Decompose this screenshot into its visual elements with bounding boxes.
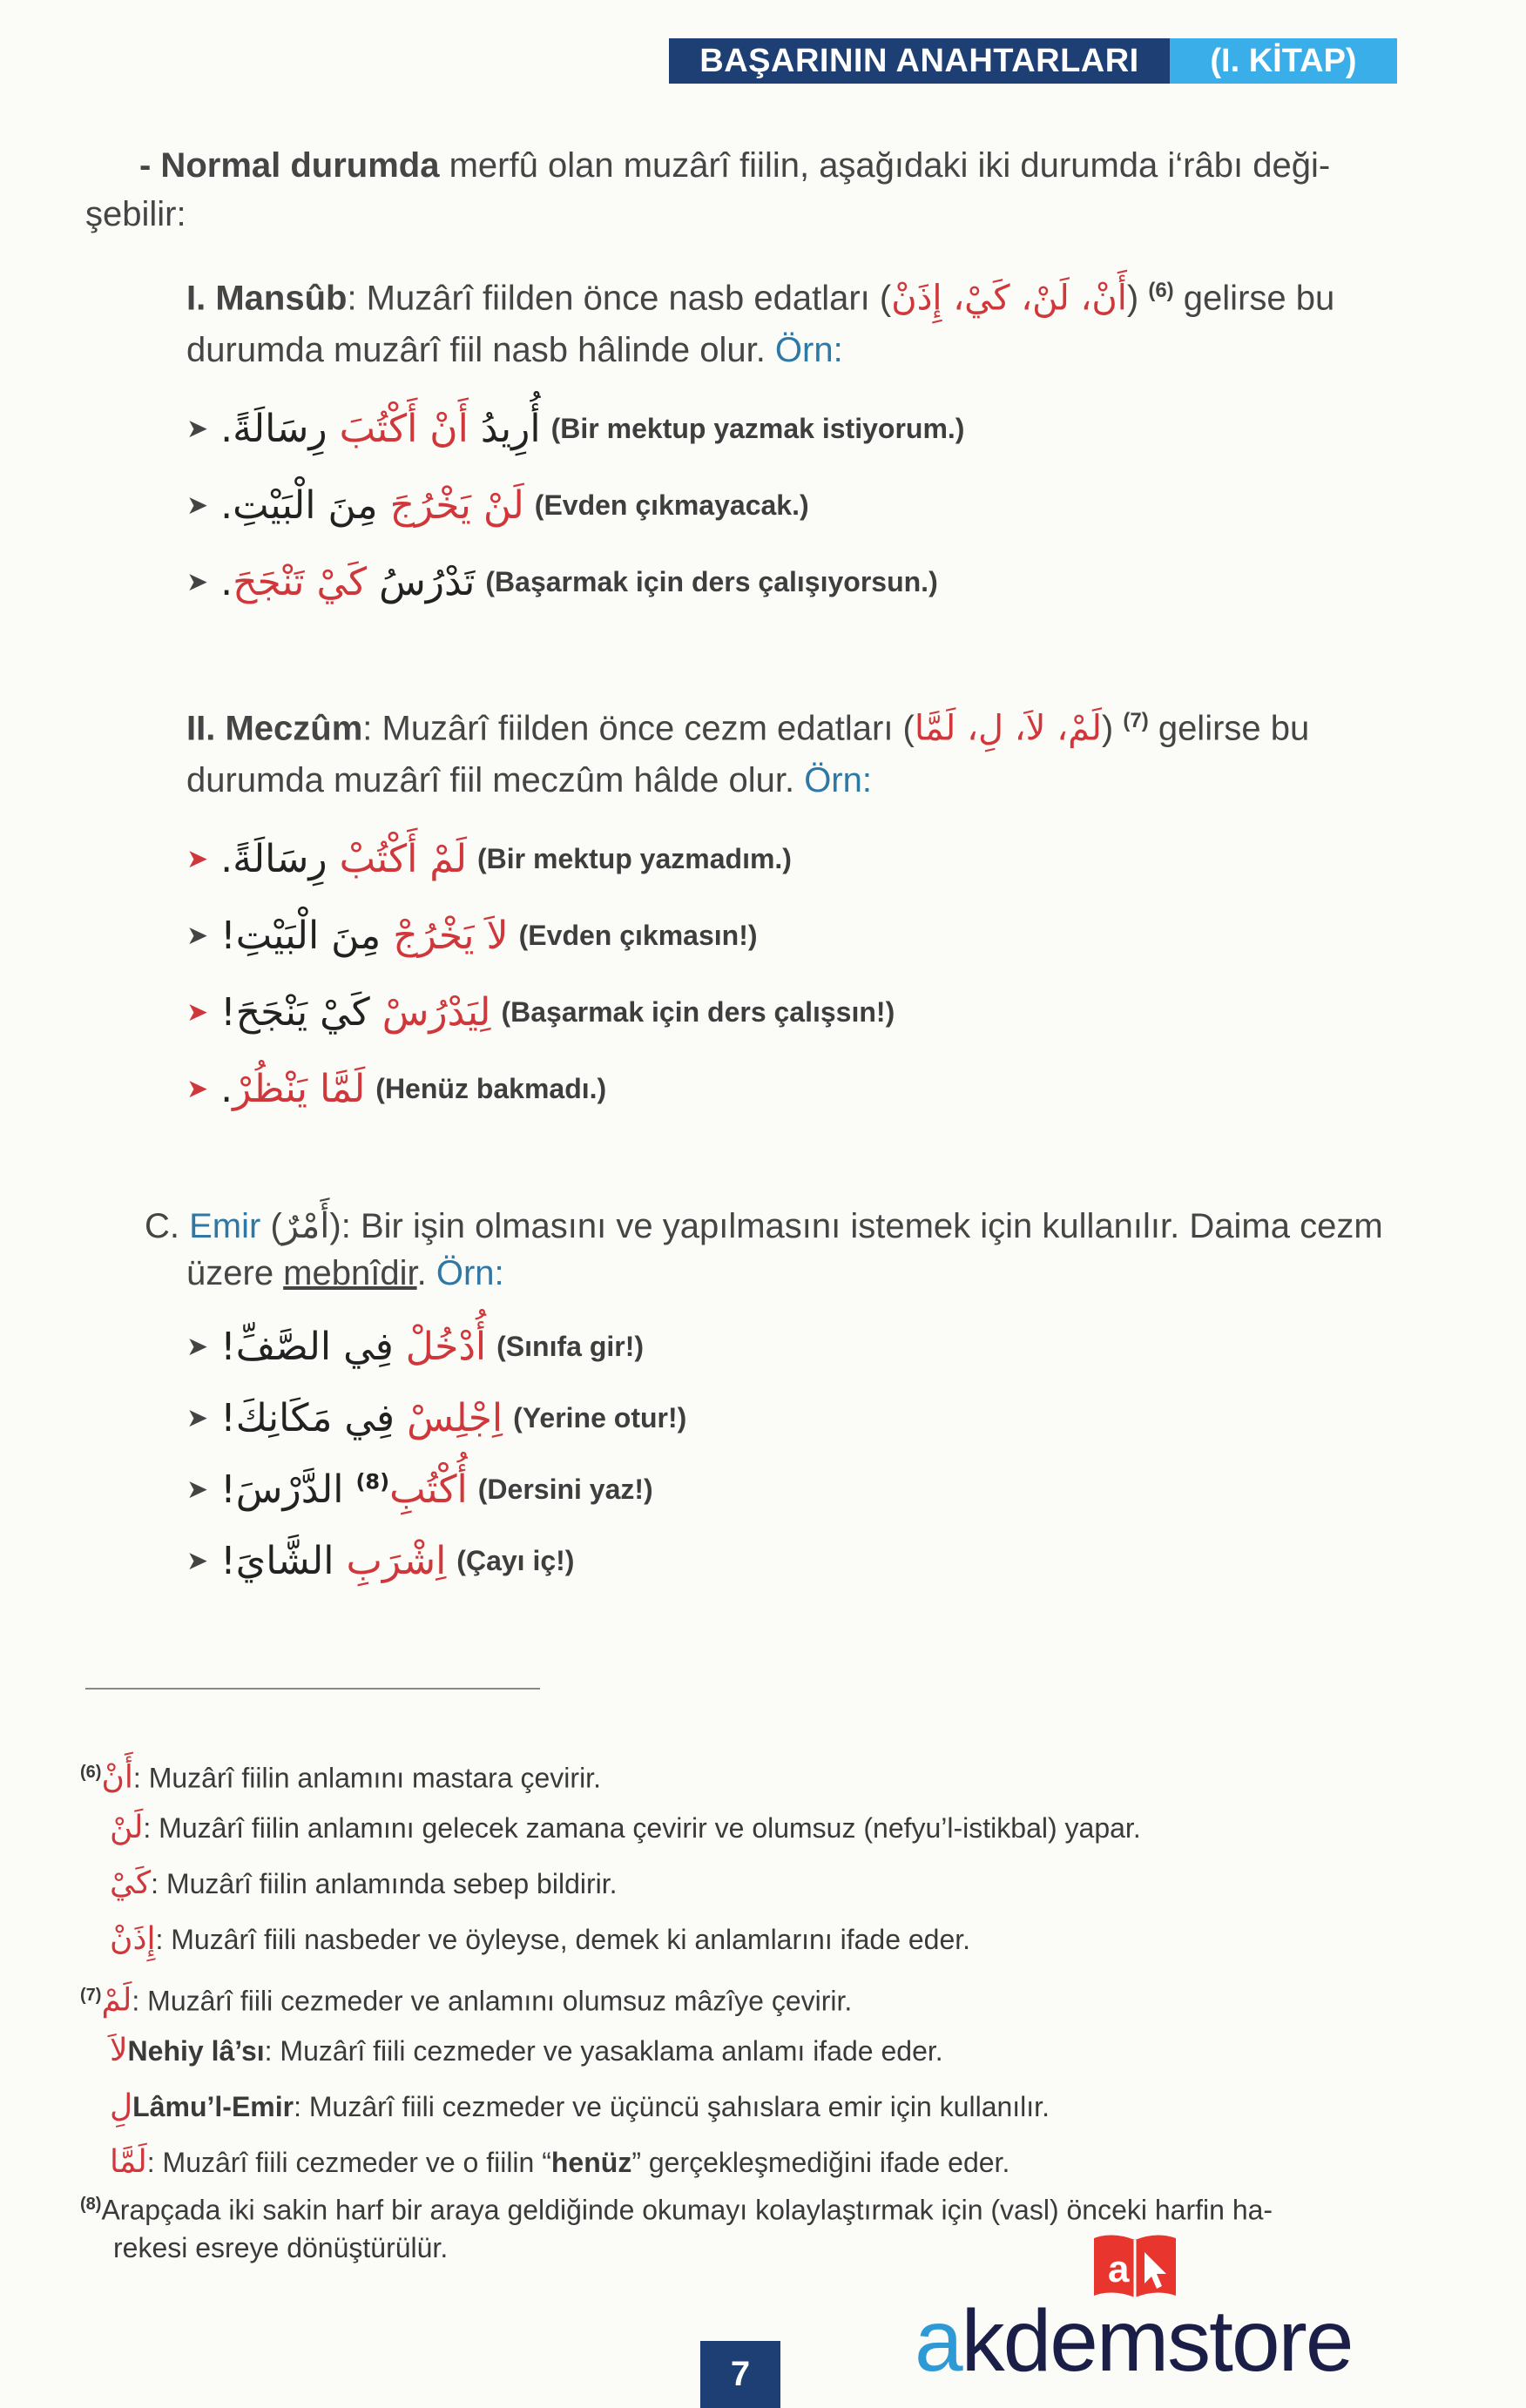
footnote-label: Lâmu’l-Emir bbox=[132, 2091, 294, 2122]
mansub-example bbox=[186, 479, 809, 531]
footnote-arabic: لَنْ bbox=[110, 1810, 144, 1845]
arrow-icon: ➤ bbox=[186, 567, 209, 597]
footnote-arabic: كَيْ bbox=[110, 1865, 152, 1901]
example-translation: (Evden çıkmasın!) bbox=[518, 919, 758, 951]
emir-line2-dot: . bbox=[416, 1254, 436, 1292]
arrow-icon: ➤ bbox=[186, 490, 209, 520]
example-translation: (Yerine otur!) bbox=[513, 1401, 687, 1433]
meczum-text3: gelirse bu bbox=[1148, 709, 1310, 748]
footnote-item bbox=[110, 2085, 1050, 2128]
arrow-icon: ➤ bbox=[186, 1074, 209, 1103]
emir-arabic: أَمْرٌ bbox=[281, 1206, 330, 1246]
volume-label: (I. KİTAP) bbox=[1170, 38, 1397, 84]
arrow-icon: ➤ bbox=[186, 997, 209, 1027]
footnote-arabic: لَمْ bbox=[101, 1982, 132, 2019]
meczum-example bbox=[186, 986, 895, 1038]
meczum-particles: لَمْ، لاَ، لِ، لَمَّا bbox=[914, 708, 1102, 749]
example-arabic: أُرِيدُ أَنْ أَكْتُبَ رِسَالَةً. bbox=[220, 406, 541, 451]
logo-wordmark bbox=[915, 2292, 1353, 2390]
footnote-text: : Muzârî fiilin anlamını gelecek zamana çevirir ve olumsuz (nefyu’l-istikbal) yapar. bbox=[143, 1812, 1141, 1844]
logo-rest: kdemstore bbox=[961, 2292, 1353, 2390]
example-translation: (Henüz bakmadı.) bbox=[375, 1072, 607, 1104]
arrow-icon: ➤ bbox=[186, 414, 209, 443]
footnote-item bbox=[110, 2029, 943, 2073]
meczum-text: : Muzârî fiilden önce cezm edatları ( bbox=[362, 709, 915, 748]
footnote-text: Arapçada iki sakin harf bir araya geldiğinde okumayı kolaylaştırmak için (vasl) önceki harfin ha- bbox=[101, 2194, 1273, 2226]
meczum-line2-text: durumda muzârî fiil meczûm hâlde olur. bbox=[186, 761, 805, 799]
emir-label: Emir bbox=[189, 1207, 261, 1245]
meczum-text2: ) bbox=[1101, 709, 1124, 748]
footnote-mark: (8) bbox=[80, 2195, 102, 2214]
mansub-line2 bbox=[186, 322, 843, 378]
meczum-example bbox=[186, 1062, 606, 1115]
example-translation: (Başarmak için ders çalışsın!) bbox=[501, 995, 895, 1028]
example-arabic: لَمَّا يَنْظُرْ. bbox=[220, 1066, 366, 1111]
example-arabic: أُكْتُبِ$^{(8)}$ الدَّرْسَ! bbox=[220, 1467, 468, 1512]
footnote-text: : Muzârî fiili nasbeder ve öyleyse, demek ki anlamlarını ifade eder. bbox=[155, 1924, 971, 1955]
mebnidir-term: mebnîdir bbox=[283, 1254, 417, 1292]
svg-text:a: a bbox=[1108, 2248, 1130, 2290]
meczum-orn: Örn: bbox=[804, 761, 872, 799]
footnote-arabic: لاَ bbox=[110, 2033, 128, 2068]
arrow-icon: ➤ bbox=[186, 1403, 209, 1433]
footnote-8-line2: rekesi esreye dönüştürülür. bbox=[113, 2232, 449, 2263]
arrow-icon: ➤ bbox=[186, 1474, 209, 1504]
meczum-heading bbox=[186, 693, 1406, 756]
footnote-arabic: إِذَنْ bbox=[110, 1921, 156, 1957]
intro-paragraph bbox=[139, 138, 1402, 193]
footnote-ref-7[interactable]: (7) bbox=[1123, 709, 1149, 732]
mansub-orn: Örn: bbox=[774, 331, 843, 369]
footnote-arabic: لِ bbox=[110, 2088, 133, 2124]
footnote-item bbox=[80, 1973, 852, 2023]
emir-example bbox=[186, 1535, 574, 1587]
emir-example bbox=[186, 1320, 644, 1373]
footnote-arabic: لَمَّا bbox=[110, 2144, 147, 2180]
intro-line2: şebilir: bbox=[85, 195, 186, 233]
footnote-arabic: أَنْ bbox=[101, 1759, 133, 1796]
footnote-label: Nehiy lâ’sı bbox=[127, 2035, 265, 2067]
mansub-example bbox=[186, 402, 964, 455]
footnote-text: : Muzârî fiili cezmeder ve anlamını olumsuz mâzîye çevirir. bbox=[132, 1985, 853, 2017]
book-title: BAŞARININ ANAHTARLARI bbox=[669, 38, 1170, 84]
example-translation: (Bir mektup yazmak istiyorum.) bbox=[550, 412, 965, 444]
example-arabic: لِيَدْرُسْ كَيْ يَنْجَحَ! bbox=[220, 989, 491, 1035]
emir-line2 bbox=[186, 1245, 504, 1301]
footnote-text: : Muzârî fiili cezmeder ve o fiilin “henüz” gerçekleşmediğini ifade eder. bbox=[146, 2147, 1010, 2178]
example-arabic: لَمْ أَكْتُبْ رِسَالَةً. bbox=[220, 836, 467, 881]
footnote-text: : Muzârî fiili cezmeder ve üçüncü şahıslara emir için kullanılır. bbox=[294, 2091, 1050, 2122]
emir-example bbox=[186, 1463, 653, 1515]
footnote-item bbox=[80, 1750, 601, 1800]
example-arabic: أُدْخُلْ فِي الصَّفِّ! bbox=[220, 1324, 487, 1369]
example-translation: (Bir mektup yazmadım.) bbox=[476, 842, 792, 874]
footnote-mark: (6) bbox=[80, 1763, 102, 1782]
footnote-divider bbox=[85, 1688, 540, 1690]
example-translation: (Dersini yaz!) bbox=[477, 1473, 653, 1505]
meczum-example bbox=[186, 833, 792, 885]
footnote-item bbox=[110, 2141, 1009, 2184]
mansub-text3: gelirse bu bbox=[1173, 279, 1335, 318]
mansub-text: : Muzârî fiilden önce nasb edatları ( bbox=[347, 279, 892, 318]
mansub-label: I. Mansûb bbox=[186, 279, 348, 318]
emir-prefix: C. bbox=[145, 1207, 190, 1245]
emir-text: ): Bir işin olmasını ve yapılmasını istemek için kullanılır. Daima cezm bbox=[329, 1207, 1383, 1245]
example-translation: (Evden çıkmayacak.) bbox=[534, 489, 809, 521]
arrow-icon: ➤ bbox=[186, 921, 209, 950]
footnote-text: : Muzârî fiili cezmeder ve yasaklama anlamı ifade eder. bbox=[264, 2035, 943, 2067]
footnote-text: : Muzârî fiilin anlamında sebep bildirir. bbox=[151, 1868, 618, 1899]
emir-orn: Örn: bbox=[436, 1254, 504, 1292]
mansub-heading bbox=[186, 263, 1406, 326]
meczum-label: II. Meczûm bbox=[186, 709, 363, 748]
example-arabic: تَدْرُسُ كَيْ تَنْجَحَ. bbox=[220, 559, 476, 604]
footnote-ref-6[interactable]: (6) bbox=[1148, 279, 1174, 302]
henuz-bold: henüz bbox=[550, 2147, 632, 2178]
footnote-item bbox=[110, 1806, 1141, 1850]
arrow-icon: ➤ bbox=[186, 844, 209, 873]
mansub-example bbox=[186, 556, 938, 608]
intro-text: merfû olan muzârî fiilin, aşağıdaki iki durumda i‘râbı deği- bbox=[439, 146, 1331, 185]
page-number: 7 bbox=[700, 2341, 780, 2408]
mansub-particles: أَنْ، لَنْ، كَيْ، إِذَنْ bbox=[891, 278, 1127, 319]
meczum-line2 bbox=[186, 752, 872, 808]
page-header bbox=[669, 38, 1397, 84]
meczum-example bbox=[186, 909, 758, 961]
example-arabic: لاَ يَخْرُجْ مِنَ الْبَيْتِ! bbox=[220, 913, 509, 958]
arrow-icon: ➤ bbox=[186, 1332, 209, 1361]
example-translation: (Sınıfa gir!) bbox=[496, 1330, 645, 1362]
emir-paren: ( bbox=[260, 1207, 282, 1245]
emir-example bbox=[186, 1392, 686, 1444]
example-translation: (Çayı iç!) bbox=[456, 1544, 575, 1576]
akdemstore-logo bbox=[915, 2212, 1385, 2390]
example-arabic: اِشْرَبِ الشَّايَ! bbox=[220, 1538, 447, 1583]
arrow-icon: ➤ bbox=[186, 1546, 209, 1575]
intro-bold: - Normal durumda bbox=[139, 146, 440, 185]
footnote-text: : Muzârî fiilin anlamını mastara çevirir. bbox=[132, 1762, 601, 1794]
footnote-item bbox=[110, 1918, 970, 1961]
example-arabic: اِجْلِسْ فِي مَكَانِكَ! bbox=[220, 1395, 503, 1440]
footnote-ref-8: (8) bbox=[355, 1468, 390, 1494]
mansub-text2: ) bbox=[1126, 279, 1149, 318]
mansub-line2-text: durumda muzârî fiil nasb hâlinde olur. bbox=[186, 331, 775, 369]
example-arabic: لَنْ يَخْرُجَ مِنَ الْبَيْتِ. bbox=[220, 482, 524, 528]
footnote-mark: (7) bbox=[80, 1986, 102, 2005]
emir-line2-text: üzere bbox=[186, 1254, 284, 1292]
footnote-item bbox=[110, 1862, 618, 1905]
example-translation: (Başarmak için ders çalışıyorsun.) bbox=[485, 565, 938, 597]
logo-a: a bbox=[915, 2292, 962, 2390]
